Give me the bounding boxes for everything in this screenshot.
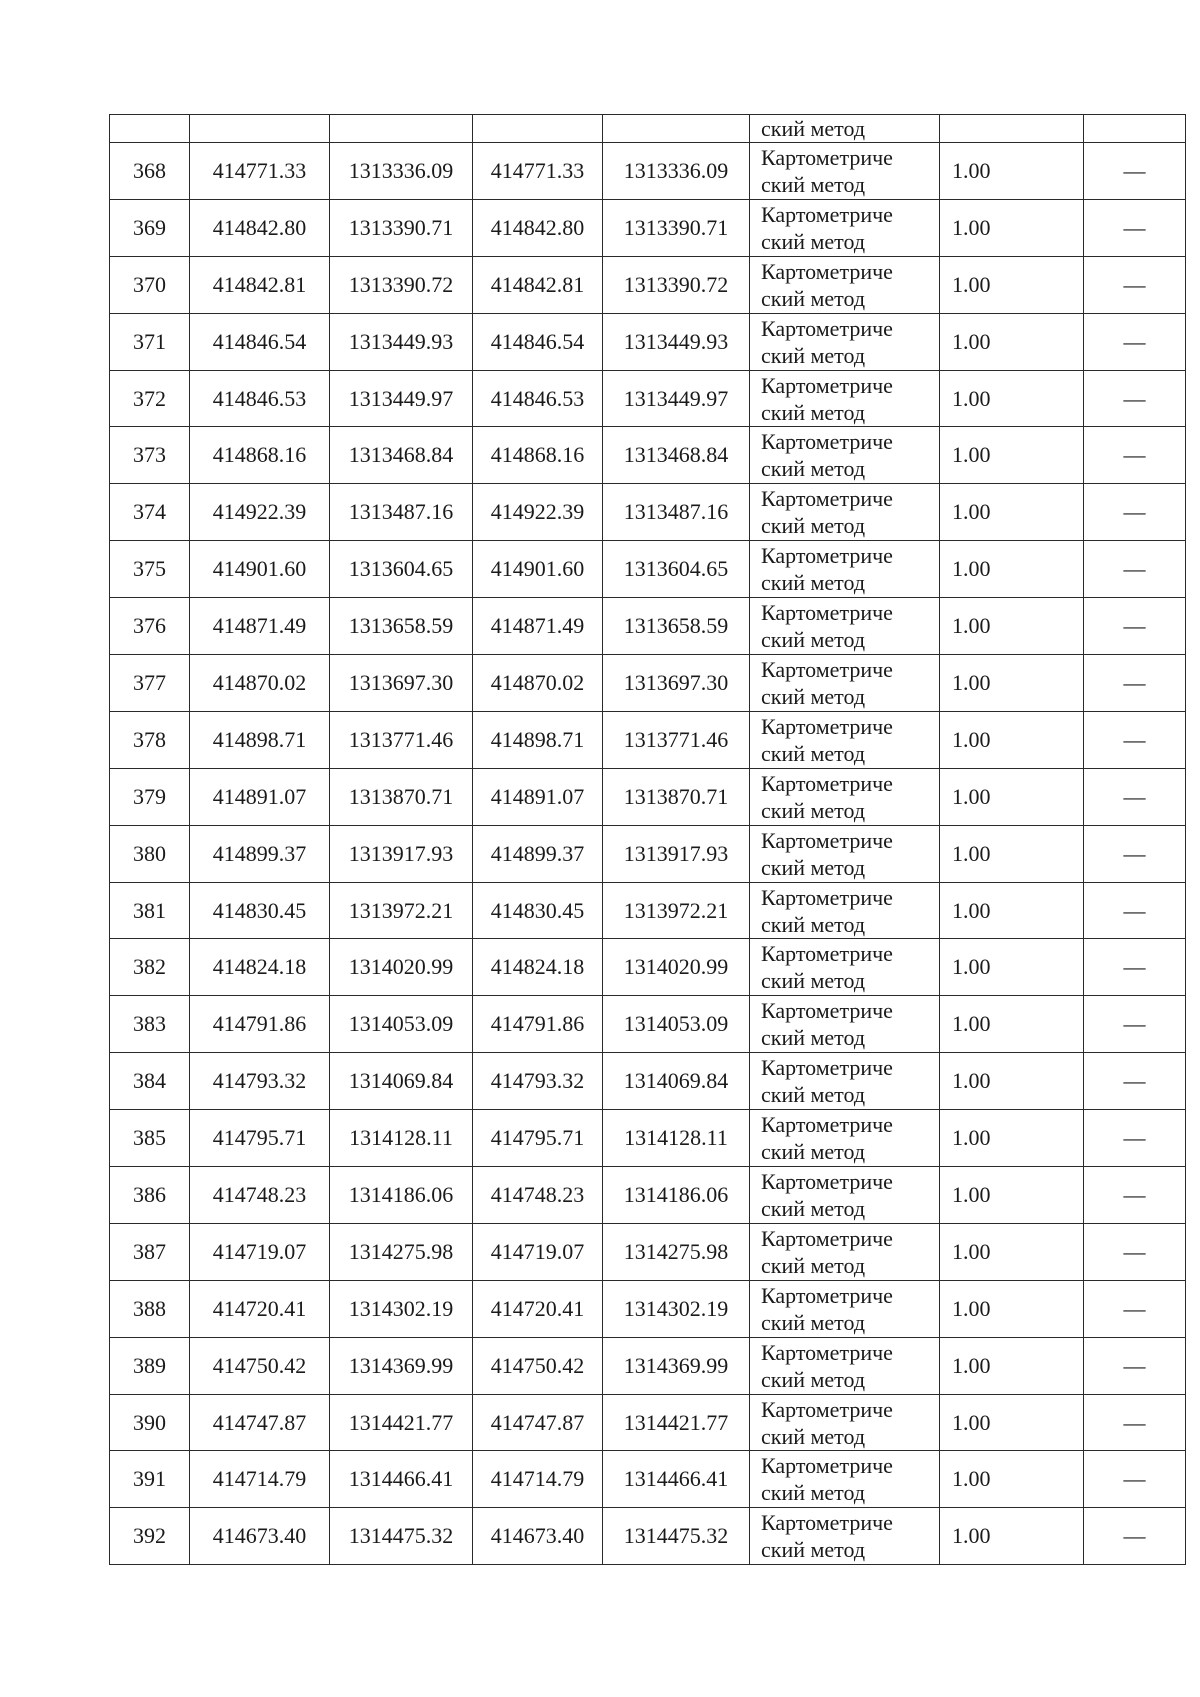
cell-x2 bbox=[473, 115, 603, 143]
cell-num: 381 bbox=[110, 882, 190, 939]
cell-x1: 414842.80 bbox=[190, 199, 330, 256]
cell-accuracy: 1.00 bbox=[940, 484, 1084, 541]
cell-x2: 414898.71 bbox=[473, 711, 603, 768]
cell-accuracy: 1.00 bbox=[940, 711, 1084, 768]
cell-method bbox=[750, 1337, 940, 1394]
cell-num: 376 bbox=[110, 598, 190, 655]
cell-num: 378 bbox=[110, 711, 190, 768]
cell-x2: 414830.45 bbox=[473, 882, 603, 939]
cell-x1: 414673.40 bbox=[190, 1508, 330, 1565]
cell-accuracy: 1.00 bbox=[940, 313, 1084, 370]
cell-description: — bbox=[1084, 1053, 1186, 1110]
cell-x1: 414793.32 bbox=[190, 1053, 330, 1110]
table-row bbox=[110, 484, 1186, 541]
cell-description bbox=[1084, 115, 1186, 143]
cell-accuracy: 1.00 bbox=[940, 1110, 1084, 1167]
cell-y1: 1314053.09 bbox=[330, 996, 473, 1053]
cell-x1: 414898.71 bbox=[190, 711, 330, 768]
table-row bbox=[110, 1337, 1186, 1394]
cell-y1: 1314186.06 bbox=[330, 1167, 473, 1224]
method-text-line-1: Картометриче bbox=[761, 656, 893, 682]
cell-num: 369 bbox=[110, 199, 190, 256]
cell-description: — bbox=[1084, 1451, 1186, 1508]
method-text-line-1: Картометриче bbox=[761, 486, 893, 512]
cell-x2: 414673.40 bbox=[473, 1508, 603, 1565]
cell-y1: 1314475.32 bbox=[330, 1508, 473, 1565]
cell-x1: 414891.07 bbox=[190, 768, 330, 825]
cell-accuracy bbox=[940, 115, 1084, 143]
cell-method bbox=[750, 115, 940, 143]
cell-x1: 414771.33 bbox=[190, 143, 330, 200]
method-text-line-1: Картометриче bbox=[761, 1225, 893, 1251]
table-row bbox=[110, 1223, 1186, 1280]
cell-y1: 1314421.77 bbox=[330, 1394, 473, 1451]
cell-y1: 1313658.59 bbox=[330, 598, 473, 655]
method-text-line-1: Картометриче bbox=[761, 998, 893, 1024]
table-row bbox=[110, 1451, 1186, 1508]
cell-x1 bbox=[190, 115, 330, 143]
method-text-line-2: ский метод bbox=[761, 1139, 866, 1165]
cell-accuracy: 1.00 bbox=[940, 996, 1084, 1053]
table-row bbox=[110, 598, 1186, 655]
cell-description: — bbox=[1084, 768, 1186, 825]
method-text-line-1: Картометриче bbox=[761, 429, 893, 455]
method-text-line-1: Картометриче bbox=[761, 884, 893, 910]
cell-x1: 414868.16 bbox=[190, 427, 330, 484]
method-text-line-2: ский метод bbox=[761, 854, 866, 880]
table-row bbox=[110, 370, 1186, 427]
table-row bbox=[110, 199, 1186, 256]
method-text-line-2: ский метод bbox=[761, 797, 866, 823]
table-row bbox=[110, 1280, 1186, 1337]
method-text-line-1: Картометриче bbox=[761, 1168, 893, 1194]
cell-num: 388 bbox=[110, 1280, 190, 1337]
cell-num: 374 bbox=[110, 484, 190, 541]
cell-accuracy: 1.00 bbox=[940, 655, 1084, 712]
table-row bbox=[110, 825, 1186, 882]
cell-description: — bbox=[1084, 882, 1186, 939]
method-text-line-1: Картометриче bbox=[761, 1510, 893, 1536]
cell-accuracy: 1.00 bbox=[940, 370, 1084, 427]
cell-description: — bbox=[1084, 1508, 1186, 1565]
cell-num: 384 bbox=[110, 1053, 190, 1110]
cell-x1: 414830.45 bbox=[190, 882, 330, 939]
cell-accuracy: 1.00 bbox=[940, 427, 1084, 484]
cell-method bbox=[750, 313, 940, 370]
cell-method bbox=[750, 711, 940, 768]
cell-x1: 414899.37 bbox=[190, 825, 330, 882]
cell-accuracy: 1.00 bbox=[940, 143, 1084, 200]
cell-num: 387 bbox=[110, 1223, 190, 1280]
cell-y1: 1313697.30 bbox=[330, 655, 473, 712]
cell-y1: 1313771.46 bbox=[330, 711, 473, 768]
cell-num: 390 bbox=[110, 1394, 190, 1451]
cell-num: 368 bbox=[110, 143, 190, 200]
method-text-line-1: Картометриче bbox=[761, 600, 893, 626]
table-row bbox=[110, 256, 1186, 313]
cell-x2: 414870.02 bbox=[473, 655, 603, 712]
method-text-line-2: ский метод bbox=[761, 911, 866, 937]
document-page bbox=[109, 114, 1186, 1565]
cell-accuracy: 1.00 bbox=[940, 1508, 1084, 1565]
cell-x1: 414750.42 bbox=[190, 1337, 330, 1394]
cell-num: 386 bbox=[110, 1167, 190, 1224]
cell-y1: 1313917.93 bbox=[330, 825, 473, 882]
cell-x1: 414846.54 bbox=[190, 313, 330, 370]
cell-description: — bbox=[1084, 1167, 1186, 1224]
cell-x2: 414750.42 bbox=[473, 1337, 603, 1394]
cell-method bbox=[750, 598, 940, 655]
cell-x1: 414714.79 bbox=[190, 1451, 330, 1508]
method-text-line-2: ский метод bbox=[761, 740, 866, 766]
cell-method bbox=[750, 541, 940, 598]
cell-x2: 414824.18 bbox=[473, 939, 603, 996]
cell-y2: 1314020.99 bbox=[603, 939, 750, 996]
cell-description: — bbox=[1084, 484, 1186, 541]
cell-x2: 414793.32 bbox=[473, 1053, 603, 1110]
cell-x2: 414922.39 bbox=[473, 484, 603, 541]
cell-y2: 1313468.84 bbox=[603, 427, 750, 484]
cell-y2: 1314369.99 bbox=[603, 1337, 750, 1394]
cell-x1: 414719.07 bbox=[190, 1223, 330, 1280]
cell-method bbox=[750, 1110, 940, 1167]
cell-x2: 414719.07 bbox=[473, 1223, 603, 1280]
cell-num: 377 bbox=[110, 655, 190, 712]
cell-x2: 414899.37 bbox=[473, 825, 603, 882]
table-row bbox=[110, 1167, 1186, 1224]
cell-y2: 1313658.59 bbox=[603, 598, 750, 655]
cell-accuracy: 1.00 bbox=[940, 1223, 1084, 1280]
cell-method bbox=[750, 825, 940, 882]
cell-y1: 1313390.71 bbox=[330, 199, 473, 256]
method-text-line-2: ский метод bbox=[761, 570, 866, 596]
cell-y1: 1313336.09 bbox=[330, 143, 473, 200]
cell-x1: 414791.86 bbox=[190, 996, 330, 1053]
method-text-line-1: Картометриче bbox=[761, 1339, 893, 1365]
cell-x2: 414868.16 bbox=[473, 427, 603, 484]
cell-x2: 414795.71 bbox=[473, 1110, 603, 1167]
cell-method bbox=[750, 1167, 940, 1224]
cell-num: 385 bbox=[110, 1110, 190, 1167]
cell-method bbox=[750, 1053, 940, 1110]
cell-num: 370 bbox=[110, 256, 190, 313]
cell-method bbox=[750, 143, 940, 200]
cell-y1: 1313390.72 bbox=[330, 256, 473, 313]
method-text-line-1: Картометриче bbox=[761, 713, 893, 739]
table-row bbox=[110, 939, 1186, 996]
method-text-line-1: Картометриче bbox=[761, 315, 893, 341]
cell-method bbox=[750, 996, 940, 1053]
cell-description: — bbox=[1084, 541, 1186, 598]
cell-method bbox=[750, 882, 940, 939]
cell-y2: 1314069.84 bbox=[603, 1053, 750, 1110]
cell-y2: 1313771.46 bbox=[603, 711, 750, 768]
cell-y2: 1314466.41 bbox=[603, 1451, 750, 1508]
cell-description: — bbox=[1084, 1223, 1186, 1280]
cell-num: 382 bbox=[110, 939, 190, 996]
cell-description: — bbox=[1084, 1394, 1186, 1451]
cell-method bbox=[750, 370, 940, 427]
cell-x2: 414714.79 bbox=[473, 1451, 603, 1508]
cell-accuracy: 1.00 bbox=[940, 825, 1084, 882]
method-text-line-2: ский метод bbox=[761, 968, 866, 994]
cell-y1: 1313972.21 bbox=[330, 882, 473, 939]
cell-accuracy: 1.00 bbox=[940, 541, 1084, 598]
cell-x2: 414771.33 bbox=[473, 143, 603, 200]
cell-y1: 1314302.19 bbox=[330, 1280, 473, 1337]
cell-method bbox=[750, 655, 940, 712]
cell-x1: 414747.87 bbox=[190, 1394, 330, 1451]
cell-x2: 414748.23 bbox=[473, 1167, 603, 1224]
cell-accuracy: 1.00 bbox=[940, 768, 1084, 825]
method-text-line-2: ский метод bbox=[761, 683, 866, 709]
cell-y2: 1313449.97 bbox=[603, 370, 750, 427]
cell-x1: 414748.23 bbox=[190, 1167, 330, 1224]
cell-x2: 414842.81 bbox=[473, 256, 603, 313]
cell-x1: 414824.18 bbox=[190, 939, 330, 996]
cell-x1: 414901.60 bbox=[190, 541, 330, 598]
cell-num: 372 bbox=[110, 370, 190, 427]
cell-description: — bbox=[1084, 655, 1186, 712]
table-row-continued bbox=[110, 115, 1186, 143]
table-row bbox=[110, 541, 1186, 598]
table-row bbox=[110, 768, 1186, 825]
method-text-line-2: ский метод bbox=[761, 342, 866, 368]
method-text-line-1: Картометриче bbox=[761, 1055, 893, 1081]
cell-y2: 1314302.19 bbox=[603, 1280, 750, 1337]
cell-method bbox=[750, 256, 940, 313]
table-row bbox=[110, 427, 1186, 484]
cell-num: 380 bbox=[110, 825, 190, 882]
method-text-line-1: Картометриче bbox=[761, 201, 893, 227]
cell-y2: 1313917.93 bbox=[603, 825, 750, 882]
cell-x1: 414870.02 bbox=[190, 655, 330, 712]
cell-accuracy: 1.00 bbox=[940, 1280, 1084, 1337]
cell-y1 bbox=[330, 115, 473, 143]
coordinates-table bbox=[109, 114, 1186, 1565]
cell-method bbox=[750, 1223, 940, 1280]
cell-description: — bbox=[1084, 427, 1186, 484]
cell-x2: 414842.80 bbox=[473, 199, 603, 256]
method-text-line-2: ский метод bbox=[761, 1366, 866, 1392]
cell-accuracy: 1.00 bbox=[940, 1053, 1084, 1110]
cell-method bbox=[750, 939, 940, 996]
method-text-line-1: Картометриче bbox=[761, 941, 893, 967]
cell-x1: 414846.53 bbox=[190, 370, 330, 427]
method-text-line-1: Картометриче bbox=[761, 1112, 893, 1138]
table-row bbox=[110, 996, 1186, 1053]
table-row bbox=[110, 655, 1186, 712]
cell-y2: 1313449.93 bbox=[603, 313, 750, 370]
cell-num: 389 bbox=[110, 1337, 190, 1394]
method-text-line-2: ский метод bbox=[761, 1025, 866, 1051]
cell-x2: 414871.49 bbox=[473, 598, 603, 655]
cell-description: — bbox=[1084, 256, 1186, 313]
method-text-line-2: ский метод bbox=[761, 171, 866, 197]
cell-y1: 1313449.93 bbox=[330, 313, 473, 370]
cell-y2: 1314275.98 bbox=[603, 1223, 750, 1280]
cell-accuracy: 1.00 bbox=[940, 882, 1084, 939]
table-row bbox=[110, 882, 1186, 939]
cell-description: — bbox=[1084, 1280, 1186, 1337]
method-text-line-2: ский метод bbox=[761, 627, 866, 653]
cell-y1: 1313468.84 bbox=[330, 427, 473, 484]
cell-description: — bbox=[1084, 313, 1186, 370]
cell-x1: 414842.81 bbox=[190, 256, 330, 313]
cell-accuracy: 1.00 bbox=[940, 199, 1084, 256]
method-text-line-1: Картометриче bbox=[761, 144, 893, 170]
cell-description: — bbox=[1084, 939, 1186, 996]
cell-description: — bbox=[1084, 1110, 1186, 1167]
method-text-line-2: ский метод bbox=[761, 1252, 866, 1278]
cell-description: — bbox=[1084, 598, 1186, 655]
method-text-line-2: ский метод bbox=[761, 1423, 866, 1449]
cell-method bbox=[750, 199, 940, 256]
cell-num: 391 bbox=[110, 1451, 190, 1508]
cell-y1: 1314020.99 bbox=[330, 939, 473, 996]
cell-num: 383 bbox=[110, 996, 190, 1053]
cell-x2: 414891.07 bbox=[473, 768, 603, 825]
method-text-line-2: ский метод bbox=[761, 1480, 866, 1506]
cell-description: — bbox=[1084, 711, 1186, 768]
cell-y1: 1313487.16 bbox=[330, 484, 473, 541]
method-text-line-2: ский метод bbox=[761, 228, 866, 254]
method-text-line-2: ский метод bbox=[761, 513, 866, 539]
cell-y2: 1313972.21 bbox=[603, 882, 750, 939]
method-tail-text: ский метод bbox=[761, 116, 866, 141]
cell-num: 379 bbox=[110, 768, 190, 825]
method-text-line-2: ский метод bbox=[761, 1195, 866, 1221]
table-row bbox=[110, 1394, 1186, 1451]
cell-x2: 414747.87 bbox=[473, 1394, 603, 1451]
cell-num: 392 bbox=[110, 1508, 190, 1565]
cell-y2: 1313390.72 bbox=[603, 256, 750, 313]
cell-accuracy: 1.00 bbox=[940, 1337, 1084, 1394]
cell-y2: 1314475.32 bbox=[603, 1508, 750, 1565]
cell-method bbox=[750, 1394, 940, 1451]
cell-y2: 1313870.71 bbox=[603, 768, 750, 825]
cell-method bbox=[750, 427, 940, 484]
table-row bbox=[110, 711, 1186, 768]
cell-accuracy: 1.00 bbox=[940, 598, 1084, 655]
cell-y1: 1314466.41 bbox=[330, 1451, 473, 1508]
cell-x1: 414720.41 bbox=[190, 1280, 330, 1337]
coordinates-table-body bbox=[110, 115, 1186, 1565]
cell-method bbox=[750, 1451, 940, 1508]
table-row bbox=[110, 1053, 1186, 1110]
method-text-line-1: Картометриче bbox=[761, 372, 893, 398]
method-text-line-1: Картометриче bbox=[761, 258, 893, 284]
method-text-line-2: ский метод bbox=[761, 1309, 866, 1335]
cell-num: 373 bbox=[110, 427, 190, 484]
cell-x1: 414922.39 bbox=[190, 484, 330, 541]
cell-y1: 1313449.97 bbox=[330, 370, 473, 427]
cell-method bbox=[750, 768, 940, 825]
method-text-line-2: ский метод bbox=[761, 399, 866, 425]
cell-x2: 414901.60 bbox=[473, 541, 603, 598]
method-text-line-2: ский метод bbox=[761, 1082, 866, 1108]
cell-accuracy: 1.00 bbox=[940, 939, 1084, 996]
cell-y2: 1313487.16 bbox=[603, 484, 750, 541]
cell-description: — bbox=[1084, 1337, 1186, 1394]
cell-accuracy: 1.00 bbox=[940, 1167, 1084, 1224]
method-text-line-2: ский метод bbox=[761, 1537, 866, 1563]
cell-x1: 414795.71 bbox=[190, 1110, 330, 1167]
cell-x2: 414791.86 bbox=[473, 996, 603, 1053]
method-text-line-1: Картометриче bbox=[761, 1282, 893, 1308]
method-text-line-2: ский метод bbox=[761, 285, 866, 311]
cell-y2 bbox=[603, 115, 750, 143]
cell-y2: 1313336.09 bbox=[603, 143, 750, 200]
cell-x2: 414846.54 bbox=[473, 313, 603, 370]
cell-accuracy: 1.00 bbox=[940, 1451, 1084, 1508]
method-text-line-2: ский метод bbox=[761, 456, 866, 482]
cell-y1: 1313604.65 bbox=[330, 541, 473, 598]
table-row bbox=[110, 1110, 1186, 1167]
cell-description: — bbox=[1084, 143, 1186, 200]
cell-method bbox=[750, 484, 940, 541]
cell-num: 371 bbox=[110, 313, 190, 370]
cell-y1: 1314128.11 bbox=[330, 1110, 473, 1167]
cell-method bbox=[750, 1508, 940, 1565]
cell-y2: 1314053.09 bbox=[603, 996, 750, 1053]
table-row bbox=[110, 313, 1186, 370]
method-text-line-1: Картометриче bbox=[761, 827, 893, 853]
cell-description: — bbox=[1084, 825, 1186, 882]
method-text-line-1: Картометриче bbox=[761, 770, 893, 796]
method-text-line-1: Картометриче bbox=[761, 1453, 893, 1479]
cell-num bbox=[110, 115, 190, 143]
table-row bbox=[110, 143, 1186, 200]
cell-method bbox=[750, 1280, 940, 1337]
cell-accuracy: 1.00 bbox=[940, 1394, 1084, 1451]
cell-y1: 1314275.98 bbox=[330, 1223, 473, 1280]
cell-y2: 1313604.65 bbox=[603, 541, 750, 598]
cell-num: 375 bbox=[110, 541, 190, 598]
cell-y2: 1313697.30 bbox=[603, 655, 750, 712]
cell-y2: 1314421.77 bbox=[603, 1394, 750, 1451]
table-row bbox=[110, 1508, 1186, 1565]
method-text-line-1: Картометриче bbox=[761, 543, 893, 569]
cell-x1: 414871.49 bbox=[190, 598, 330, 655]
cell-x2: 414720.41 bbox=[473, 1280, 603, 1337]
cell-description: — bbox=[1084, 199, 1186, 256]
method-text-line-1: Картометриче bbox=[761, 1396, 893, 1422]
cell-y2: 1313390.71 bbox=[603, 199, 750, 256]
cell-accuracy: 1.00 bbox=[940, 256, 1084, 313]
cell-y1: 1314369.99 bbox=[330, 1337, 473, 1394]
cell-y2: 1314128.11 bbox=[603, 1110, 750, 1167]
cell-description: — bbox=[1084, 996, 1186, 1053]
cell-y2: 1314186.06 bbox=[603, 1167, 750, 1224]
cell-description: — bbox=[1084, 370, 1186, 427]
cell-y1: 1313870.71 bbox=[330, 768, 473, 825]
cell-y1: 1314069.84 bbox=[330, 1053, 473, 1110]
cell-x2: 414846.53 bbox=[473, 370, 603, 427]
